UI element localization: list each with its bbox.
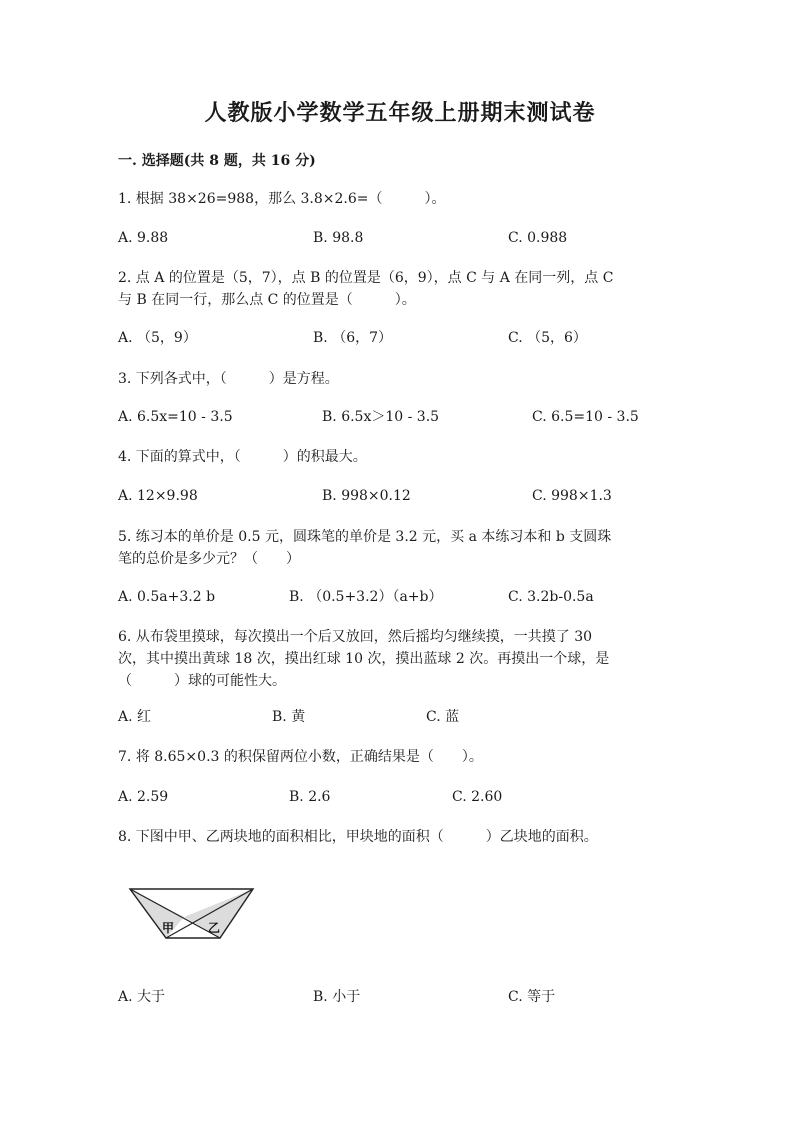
question-7-stem [118,746,483,768]
question-1-option-b[interactable]: B. 98.8 [313,230,364,246]
question-6-option-b[interactable]: B. 黄 [272,709,306,725]
question-1-option-a[interactable]: A. 9.88 [118,230,169,246]
question-1-line-1: 1. 根据 38×26=988，那么 3.8×2.6=（ ）。 [118,191,446,207]
question-4-stem [118,446,367,468]
question-2-option-a[interactable]: A. （5，9） [118,330,197,346]
question-3-option-b[interactable]: B. 6.5x＞10 - 3.5 [322,409,440,425]
figure-label-yi: 乙 [208,921,221,935]
question-4-option-a[interactable]: A. 12×9.98 [118,488,198,504]
question-5-option-c[interactable]: C. 3.2b-0.5a [508,589,594,605]
question-4-option-b[interactable]: B. 998×0.12 [322,488,411,504]
question-3-option-c[interactable]: C. 6.5=10 - 3.5 [532,409,639,425]
question-1-option-c[interactable]: C. 0.988 [508,230,568,246]
question-8-stem [118,826,598,848]
question-2-option-c[interactable]: C. （5，6） [508,330,587,346]
figure-label-jia: 甲 [162,921,175,935]
question-8-option-a[interactable]: A. 大于 [118,989,166,1005]
question-3-line-1: 3. 下列各式中，（ ）是方程。 [118,371,339,387]
question-5-stem [118,526,611,570]
question-5-line-2: 笔的总价是多少元？（ ） [118,551,300,567]
question-8-option-b[interactable]: B. 小于 [313,989,361,1005]
question-8-option-c[interactable]: C. 等于 [508,989,556,1005]
question-7-option-c[interactable]: C. 2.60 [452,789,503,805]
page-title: 人教版小学数学五年级上册期末测试卷 [204,100,596,126]
question-5-line-1: 5. 练习本的单价是 0.5 元，圆珠笔的单价是 3.2 元，买 a 本练习本和 b 支圆珠 [118,529,612,545]
question-6-option-c[interactable]: C. 蓝 [426,709,460,725]
question-6-line-1: 6. 从布袋里摸球，每次摸出一个后又放回，然后摇均匀继续摸，一共摸了 30 [118,629,593,645]
question-2-option-b[interactable]: B. （6，7） [313,330,393,346]
question-3-stem [118,368,339,390]
question-4-line-1: 4. 下面的算式中，（ ）的积最大。 [118,449,367,465]
section-heading: 一. 选择题(共 8 题，共 16 分) [118,153,316,169]
question-7-option-b[interactable]: B. 2.6 [289,789,331,805]
question-7-option-a[interactable]: A. 2.59 [118,789,169,805]
question-8-line-1: 8. 下图中甲、乙两块地的面积相比，甲块地的面积（ ）乙块地的面积。 [118,829,598,845]
question-4-option-c[interactable]: C. 998×1.3 [532,488,612,504]
question-6-stem [118,626,609,692]
question-5-option-b[interactable]: B. （0.5+3.2）（a+b） [289,589,443,605]
question-6-option-a[interactable]: A. 红 [118,709,152,725]
question-1-stem [118,188,446,210]
question-2-line-1: 2. 点 A 的位置是（5，7），点 B 的位置是（6，9），点 C 与 A 在同一列，点 C [118,270,614,286]
question-7-line-1: 7. 将 8.65×0.3 的积保留两位小数，正确结果是（ ）。 [118,749,483,765]
trapezoid-figure [128,880,256,948]
question-6-line-3: （ ）球的可能性大。 [118,673,286,689]
question-3-option-a[interactable]: A. 6.5x=10 - 3.5 [118,409,233,425]
question-6-line-2: 次，其中摸出黄球 18 次，摸出红球 10 次，摸出蓝球 2 次。再摸出一个球，是 [118,651,610,667]
question-2-stem [118,267,613,311]
question-5-option-a[interactable]: A. 0.5a+3.2 b [118,589,216,605]
question-2-line-2: 与 B 在同一行，那么点 C 的位置是（ ）。 [118,292,416,308]
